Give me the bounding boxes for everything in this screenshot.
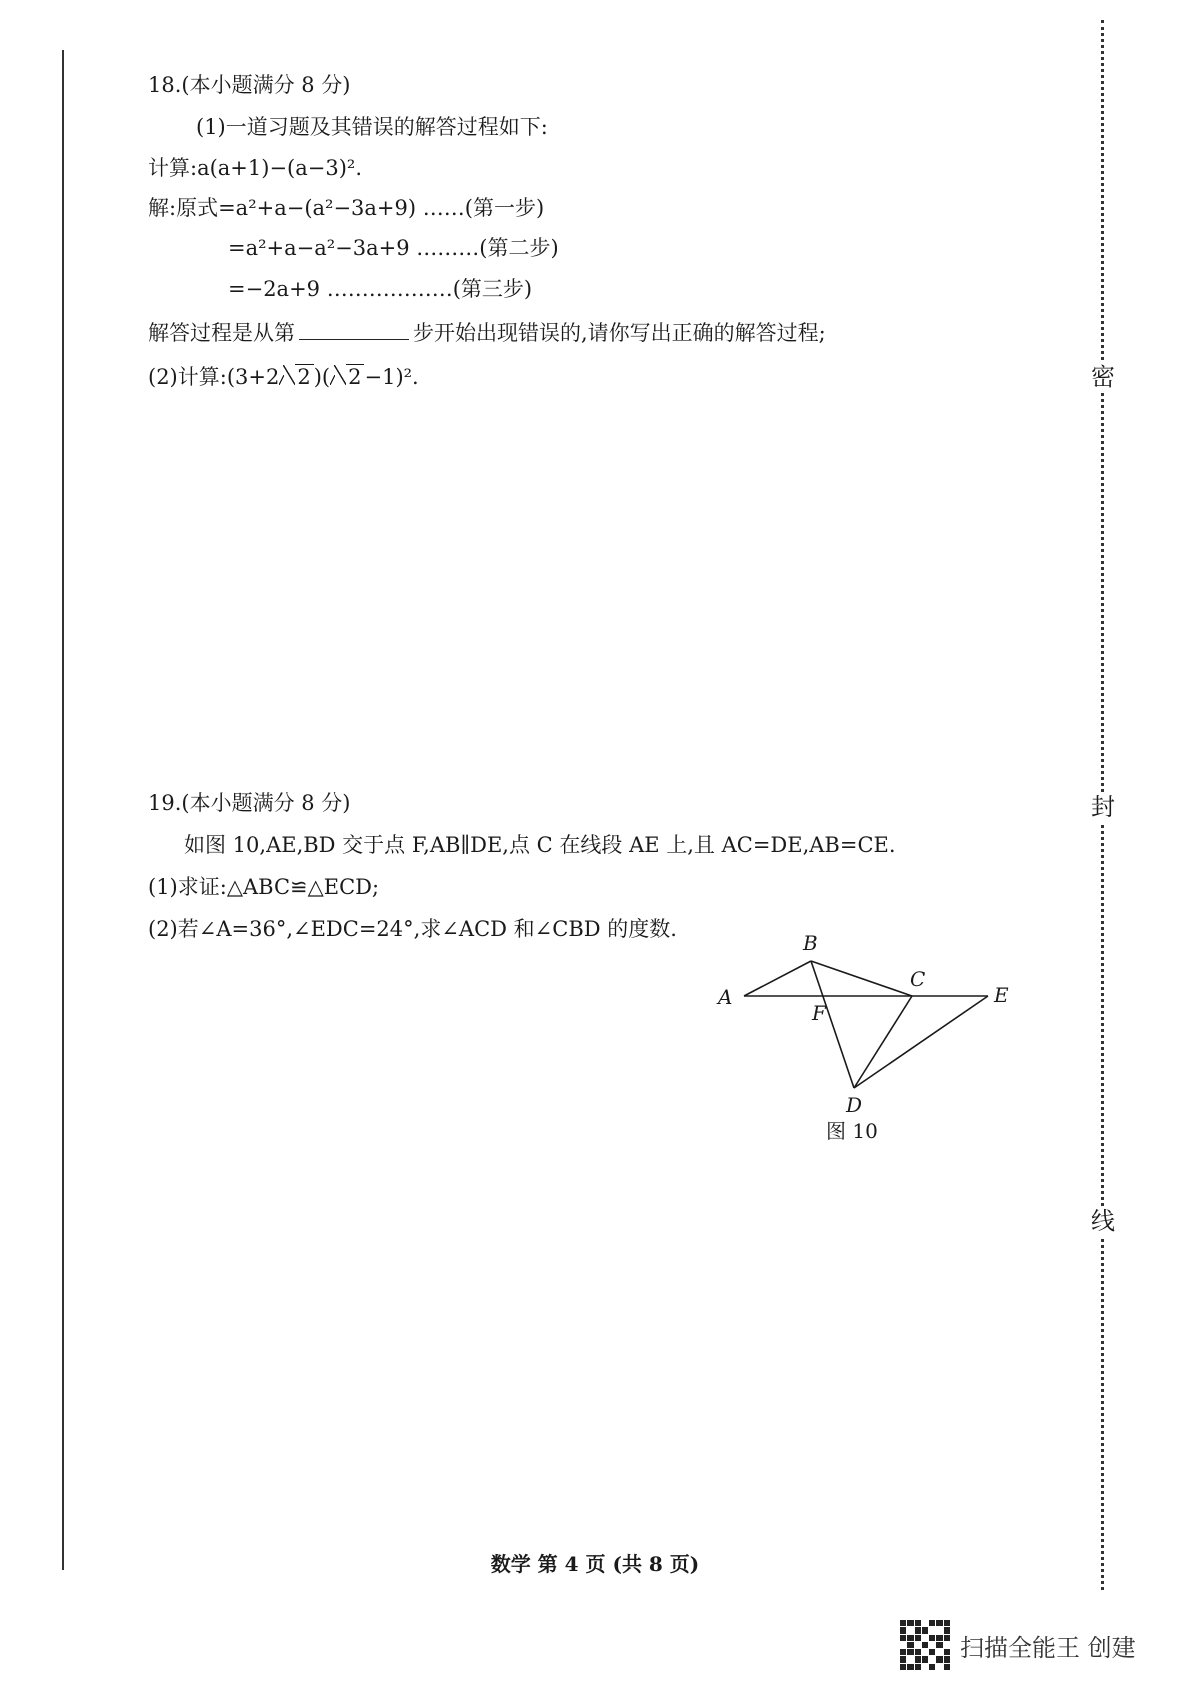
figure-10: [700, 920, 1040, 1150]
scanner-watermark: [900, 1620, 1136, 1670]
left-margin-rule: [62, 50, 64, 1570]
q18-step2: =a²+a−a²−3a+9 ………(第二步): [228, 236, 559, 260]
q18-intro: (1)一道习题及其错误的解答过程如下:: [196, 115, 548, 139]
sqrt-radicand: 2: [346, 364, 364, 389]
segment-de: [854, 996, 988, 1088]
label-d: D: [846, 1093, 863, 1117]
q19-title: 19.(本小题满分 8 分): [148, 791, 351, 815]
qr-code-icon: [900, 1620, 950, 1670]
q18-title: 18.(本小题满分 8 分): [148, 73, 351, 97]
seal-char-feng: 封: [1088, 792, 1118, 822]
q18-compute: 计算:a(a+1)−(a−3)².: [148, 156, 363, 180]
q19-part1: (1)求证:△ABC≌△ECD;: [148, 875, 380, 899]
q19-stem: 如图 10,AE,BD 交于点 F,AB∥DE,点 C 在线段 AE 上,且 AC=DE,AB=CE.: [184, 833, 896, 857]
seal-char-xian: 线: [1088, 1206, 1118, 1236]
q18-step3: =−2a+9 ………………(第三步): [228, 277, 533, 301]
q19-part2: (2)若∠A=36°,∠EDC=24°,求∠ACD 和∠CBD 的度数.: [148, 917, 677, 941]
seal-char-mi: 密: [1088, 362, 1118, 392]
sqrt-symbol: [330, 362, 364, 392]
segment-cd: [854, 996, 912, 1088]
prompt-prefix: 解答过程是从第: [148, 321, 295, 345]
segment-bc: [811, 961, 912, 996]
segment-ab: [744, 961, 811, 996]
q18-error-prompt: [148, 317, 826, 348]
answer-blank[interactable]: [299, 317, 409, 340]
label-c: C: [910, 967, 926, 991]
scanner-text: 扫描全能王 创建: [960, 1633, 1136, 1662]
label-b: B: [803, 931, 818, 955]
prompt-suffix: 步开始出现错误的,请你写出正确的解答过程;: [413, 321, 826, 345]
figure-caption: 图 10: [826, 1119, 878, 1143]
q18-step1: 解:原式=a²+a−(a²−3a+9) ……(第一步): [148, 196, 545, 220]
part2-prefix: (2)计算:(3+2: [148, 365, 280, 389]
label-a: A: [718, 985, 733, 1009]
part2-suffix: −1)².: [364, 365, 419, 389]
q18-part2: [148, 362, 419, 392]
part2-mid: )(: [313, 365, 331, 389]
label-e: E: [994, 983, 1009, 1007]
sqrt-symbol: [279, 362, 313, 392]
sqrt-radicand: 2: [295, 364, 313, 389]
page-footer: 数学 第 4 页 (共 8 页): [490, 1552, 700, 1576]
label-f: F: [812, 1001, 826, 1025]
